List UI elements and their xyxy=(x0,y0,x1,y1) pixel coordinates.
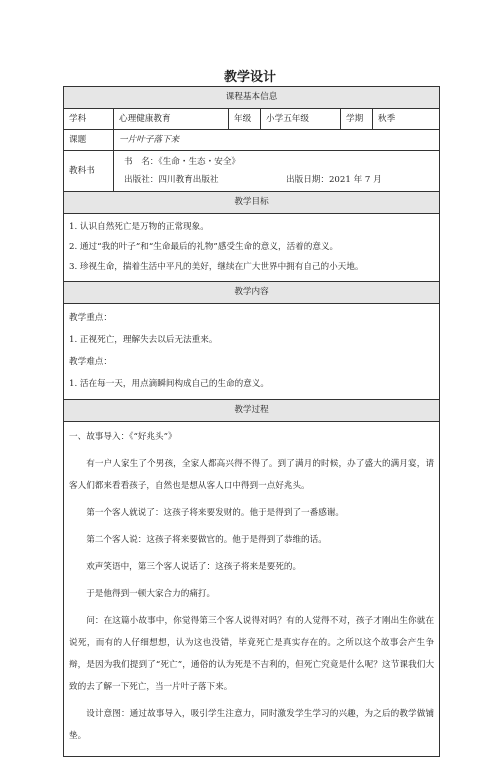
process-paragraph: 问：在这篇小故事中，你觉得第三个客人说得对吗？有的人觉得不对，孩子才刚出生你就在说死，而有的人仔细想想，认为这也没错，毕竟死亡是真实存在的。之所以这个故事会产生争辩，是因为我们提到了“死亡”，通俗的认为死是不吉利的，但死亡究竟是什么呢？这节课我们大致的去了解一下死亡，当一片叶子落下来。 xyxy=(69,616,435,692)
publisher: 出版社：四川教育出版社 xyxy=(124,175,219,185)
grade-label: 年级 xyxy=(229,109,261,130)
lesson-label: 课题 xyxy=(64,130,114,151)
term-value: 秋季 xyxy=(373,109,440,130)
process-paragraph: 于是他得到一顿大家合力的痛打。 xyxy=(86,589,216,599)
content-block xyxy=(64,304,440,400)
process-paragraph: 第一个客人就说了：这孩子将来要发财的。他于是得到了一番感谢。 xyxy=(86,508,345,518)
process-block xyxy=(64,422,440,757)
lesson-plan-table xyxy=(63,86,440,757)
section-process: 教学过程 xyxy=(64,400,440,422)
process-heading: 一、故事导入：《“好兆头”》 xyxy=(69,432,177,442)
key-point-item: 1. 正视死亡，理解失去以后无法重来。 xyxy=(69,335,218,345)
book-name: 书 名：《生命・生态・安全》 xyxy=(124,157,241,167)
term-label: 学期 xyxy=(341,109,373,130)
publication-date: 出版日期：2021 年 7 月 xyxy=(286,175,382,185)
textbook-label: 教科书 xyxy=(64,151,114,192)
objective-item: 2. 通过“我的叶子”和“生命最后的礼物”感受生命的意义，活着的意义。 xyxy=(69,242,339,252)
objective-item: 3. 珍视生命，揣着生活中平凡的美好，继续在广大世界中拥有自己的小天地。 xyxy=(69,262,364,272)
subject-label: 学科 xyxy=(64,109,114,130)
lesson-value: 一片叶子落下来 xyxy=(114,130,440,151)
process-paragraph: 有一户人家生了个男孩，全家人都高兴得不得了。到了满月的时候，办了盛大的满月宴，请客人们都来看看孩子，自然也是想从客人口中得到一点好兆头。 xyxy=(69,459,435,491)
subject-value: 心理健康教育 xyxy=(114,109,229,130)
difficulty-label: 教学难点： xyxy=(69,357,112,367)
objectives-list xyxy=(64,214,440,282)
process-paragraph: 第二个客人说：这孩子将来要做官的。他于是得到了恭维的话。 xyxy=(86,535,327,545)
publisher-line xyxy=(124,171,434,189)
section-content: 教学内容 xyxy=(64,282,440,304)
section-objectives: 教学目标 xyxy=(64,192,440,214)
textbook-details xyxy=(114,151,440,192)
page-title: 教学设计 xyxy=(223,70,276,85)
section-basic-info: 课程基本信息 xyxy=(64,87,440,109)
grade-value: 小学五年级 xyxy=(261,109,341,130)
design-intent: 设计意图：通过故事导入，吸引学生注意力，同时激发学生学习的兴趣，为之后的教学做铺垫。 xyxy=(69,709,435,741)
objective-item: 1. 认识自然死亡是万物的正常现象。 xyxy=(69,222,209,232)
process-paragraph: 欢声笑语中，第三个客人说话了：这孩子将来是要死的。 xyxy=(86,562,302,572)
key-points-label: 教学重点： xyxy=(69,313,112,323)
difficulty-item: 1. 活在每一天，用点滴瞬间构成自己的生命的意义。 xyxy=(69,379,269,389)
